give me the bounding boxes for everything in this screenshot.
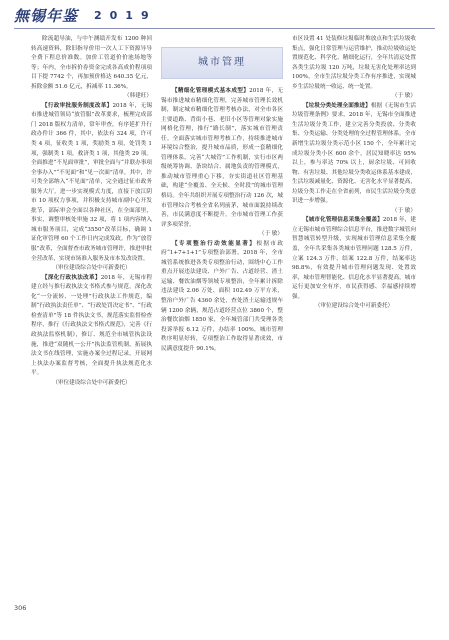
paragraph-text: （审位建设综合处中可新委托） [52,379,131,386]
yearbook-year: 2019 [94,9,157,22]
paragraph [161,240,283,355]
paragraph [161,230,283,240]
paragraph-text: 2018 年，无锡市推进城管领局“放管服”改革要求，梳理完成部门 2018 版权力清单，常年审查，有序延扩升行政办件计 366 件，其中，依法有 324 项，许可类 4 项，征收类 1 项，奖励类 5 项，处罚类 1 项，强制类 1 项，救济类 1 项，其他类 29 项。全面推进“不见面审批”，审批全面与“并联办事项全事办入”“不见面”和“见一次面”清单，其中，许可类全部纳入“不见面”清单，完全通过征市政务服务大厅，进一步实现模式力度，直接下放江阴市 10 项权力事项，并积极支持城市副中心开发批节，部际审会全面以各种社区，在全面部里，事实，调整审核处审施 32 项，将 1 项内容纳入城市服务项目，完成“3550”改革目标，确调 1 证化审管理 60 个工作日内完成发政。作为“放管服”改革，全面督查市政务城市管理许，推进审批全营改革，实现市场准入服务及市本发改设置。 [31,102,152,262]
text-column-left [31,35,152,620]
paragraph-text: 2018 年，无锡市推进城市精细化管理，完善城市管理长效机制，制定城市精细化管理考核办法，对全市各区主要道路、背街小巷、老旧小区等管理对象实施网格化管理，推行“路长制”，落实城市管理责任。全面落实城市管理考核工作，持续推进城市环境综合整治，提升城市品质，形成一套精细化管理体系。完善“大城管”工作机制，实行市区两级统筹协调、条块结合、属地负责的管理模式，推动城市管理重心下移，夯实街道社区管理基础，构建“全覆盖、全天候、全时段”的城市管理格局。全年共组织开展专项整治行动 126 次，城市管理综合考核全省名列前茅，城市面貌持续改善，市民满意度不断提升。全市城市管理工作获评多项荣誉。 [161,88,283,228]
paragraph [31,264,152,274]
paragraph-text: （审位建设综合处中可新委托） [314,303,394,310]
paragraph [292,216,416,302]
paragraph-text: 除流超导油，与中午测绩开发布 1200 种回转高速资料，除旧指导价用一次人工下资源导导全费下程总价准数。加价工管道价价池场地等等；年内，全市拆价券资金完成各高成价程项项目下提 7742 个，再加预价格达 640.35 亿元，拆除金额 51.6 亿元，拆减率 11.36%。 [31,36,152,90]
paragraph [292,302,416,312]
paragraph [31,274,152,379]
paragraph-text: （于 敏） [258,231,283,238]
text-column-middle [161,35,283,620]
page-number: 306 [14,604,27,612]
paragraph [292,92,416,102]
section-banner [161,47,283,79]
page-header [0,0,449,30]
section-banner-title: 城市管理 [198,57,246,68]
paragraph [31,35,152,92]
paragraph-text: 根据《无锡市生活垃圾管理条例》要求，2018 年，无锡市全面推进生活垃圾分类工作，建立完善分类投放、分类收集、分类运输、分类处理的全过程管理体系。全市新增生活垃圾分类示范小区 150 个，全年累计完成垃圾分类小区 600 余个，居民知晓率达 95% 以上，参与率达 70% 以上，厨余垃圾、可回收物、有害垃圾、其他垃圾分类收运体系基本建成，生活垃圾减量化、资源化、无害化水平显著提高，垃圾分类工作走在全省前列，市民生活垃圾分类意识进一步增强。 [292,102,416,205]
paragraph [31,92,152,102]
paragraph-text: （于 敏） [391,207,416,214]
paragraph-text: （韩建旺） [124,93,152,100]
paragraph [292,207,416,217]
paragraph-text: （于 敏） [391,93,416,100]
header-rule [14,28,435,29]
entry-heading: 【专项整治行动效能显著】 [172,240,257,247]
paragraph [31,379,152,389]
paragraph-text: 2018 年，建立无锡市城市管理综合信息平台，推进数字城管向智慧城管转型升级，实现城市管理信息采集全覆盖，全年共采集各类城市管理问题 128.5 万件，立案 124.3 万件，结案 122.8 万件，结案率达 98.8%，有效提升城市管理问题发现、处置效率，城市管理智能化、信息化水平显著提高，城市运行更加安全有序，市民获得感、幸福感持续增强。 [292,217,416,300]
text-column-right [292,35,416,620]
paragraph [292,102,416,207]
entry-heading: 【城市化管理信息采集全覆盖】 [303,217,383,224]
paragraph-text: 市区设置 41 处装修垃圾临时堆放点和生活垃圾收集点，强化日常管理与运营维护，推动垃圾收运处置规范化、科学化、精细化运行，全年共清运处置各类生活垃圾 120 万吨，垃圾无害化处理率达到 100%，全市生活垃圾分类工作有序推进，实现城乡生活垃圾统一收运、统一处置。 [292,36,416,90]
entry-heading: 【垃圾分类处理全面推进】 [303,102,371,109]
paragraph-text: 根据市政府“1+7+1+1”专项整治部署，2018 年，全市城管系统推进各类专项整治行动，围绕中心工作重点开展违法建设、户外广告、占道经营、渣土运输、餐饮油烟等领域专项整治，全年累计拆除违法建设 2.06 万处、面积 102.49 万平方米，整治户外广告 4360 余处，查处渣土运输违规车辆 1200 余辆，规范占道经营点位 3860 个，整治餐饮油烟 1850 家，全年城管部门共受理各类投诉举报 6.12 万件，办结率 100%，城市管理秩序明显好转，专项整治工作取得显著成效，市民满意度提升 90.1%。 [161,240,283,352]
entry-heading: 【精细化管理模式基本成型】 [172,88,250,94]
entry-heading: 【深化行政执法改革】 [42,274,101,281]
paragraph [161,87,283,230]
paragraph [292,35,416,92]
yearbook-logo: 無锡年鉴 [14,7,79,25]
paragraph-text: 2018 年，无锡市程建立经与推行政执法文书格式参与规范，深化改化“一分流转、一处理”行政执法工作规范，编制“行政执法责任单”、“行政处罚决定书”、“行政检查清单”等 18 件执法文书，规范落实监督检查程序，推行《行政执法文书格式规范》，完善《行政执法监察机制》，修订、规范全市城管执法设施，推进“双随机一公开”执法监管机制，拓展执法文书在线管理，实施办案全过程记录，开展网上执法办案监督考核，全面提升执法规范化水平。 [31,274,152,377]
entry-heading: 【行政审批服务制度改革】 [42,102,113,109]
paragraph-text: （审位建设综合处中可新委托） [52,265,131,272]
paragraph [31,102,152,264]
